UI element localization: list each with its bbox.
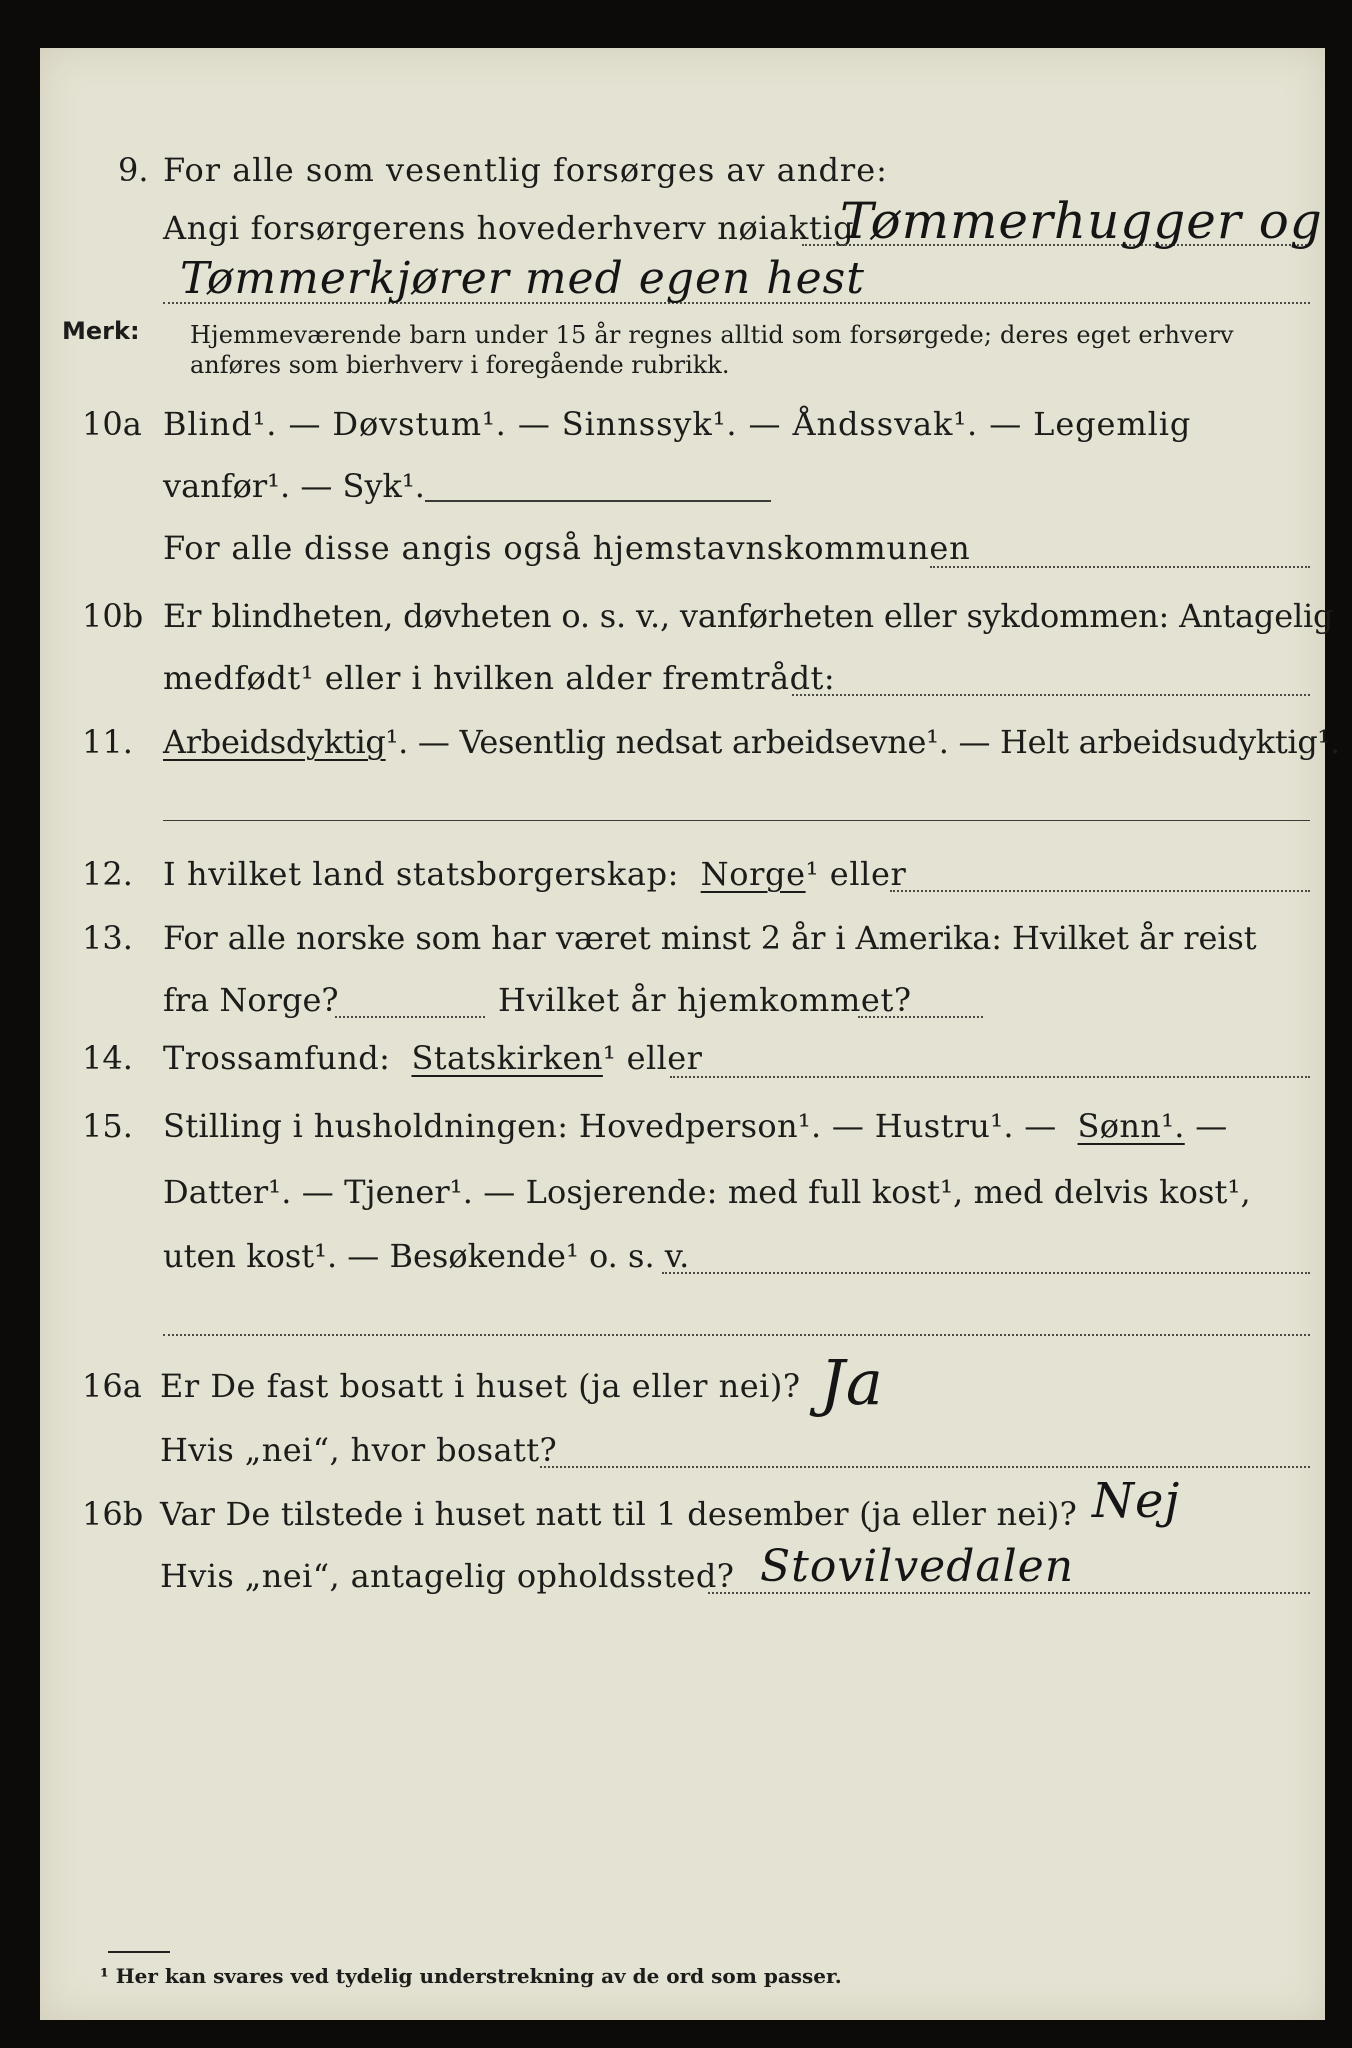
q11-option-arbeidsdyktig: Arbeidsdyktig xyxy=(163,723,386,761)
q9-answer2: Tømmerkjører med egen hest xyxy=(180,253,865,304)
q16b-number: 16b xyxy=(82,1495,144,1533)
q14-post: ¹ eller xyxy=(602,1039,703,1077)
q11-line xyxy=(163,722,1340,762)
q15-line1 xyxy=(163,1106,1228,1146)
q16b-answer2: Stovilvedalen xyxy=(760,1541,1075,1592)
q13-hjemkommet-line xyxy=(858,1016,983,1018)
q12-number: 12. xyxy=(82,855,133,893)
q12-answer-line xyxy=(890,890,1310,892)
q14-number: 14. xyxy=(82,1039,133,1077)
q14-answer-line xyxy=(670,1076,1310,1078)
q13-line2b: Hvilket år hjemkommet? xyxy=(498,981,912,1019)
q15-answer-line1 xyxy=(662,1272,1310,1274)
q10b-line1: Er blindheten, døvheten o. s. v., vanførheten eller sykdommen: Antagelig xyxy=(163,597,1334,635)
q15-option-sonn: Sønn¹. xyxy=(1077,1107,1185,1145)
q10a-line3: For alle disse angis også hjemstavnskommunen xyxy=(163,529,971,567)
q10a-syk-line xyxy=(425,500,771,502)
q14-question: Trossamfund: xyxy=(163,1039,391,1077)
merk-line1: Hjemmeværende barn under 15 år regnes alltid som forsørgede; deres eget erhverv xyxy=(190,321,1234,349)
q13-line1: For alle norske som har været minst 2 år i Amerika: Hvilket år reist xyxy=(163,919,1257,957)
footnote-rule xyxy=(108,1951,170,1953)
footnote: ¹ Her kan svares ved tydelig understrekning av de ord som passer. xyxy=(100,1964,842,1988)
q10b-answer-line xyxy=(792,694,1310,696)
q13-line2a: fra Norge? xyxy=(163,981,339,1019)
q11-answer-line xyxy=(163,820,1310,821)
q16a-line1: Er De fast bosatt i huset (ja eller nei)? xyxy=(160,1367,801,1405)
q16a-answer: Ja xyxy=(820,1346,884,1419)
q10a-line1: Blind¹. — Døvstum¹. — Sinnssyk¹. — Åndssvak¹. — Legemlig xyxy=(163,405,1192,443)
q12-line xyxy=(163,854,906,894)
q15-dash: — xyxy=(1195,1107,1228,1145)
q16b-answer-line xyxy=(708,1592,1310,1594)
merk-line2: anføres som bierhverv i foregående rubrikk. xyxy=(190,351,730,379)
q15-number: 15. xyxy=(82,1107,133,1145)
q10b-number: 10b xyxy=(82,597,144,635)
q10a-hjemstavn-line xyxy=(930,566,1310,568)
q14-line xyxy=(163,1038,702,1078)
q15-line2: Datter¹. — Tjener¹. — Losjerende: med full kost¹, med delvis kost¹, xyxy=(163,1173,1251,1211)
census-form-page xyxy=(40,48,1340,2020)
q12-post: ¹ eller xyxy=(805,855,907,893)
q15-answer-line2 xyxy=(163,1334,1310,1336)
q10a-line2: vanfør¹. — Syk¹. xyxy=(163,467,425,505)
q16a-number: 16a xyxy=(82,1367,142,1405)
q16a-answer-line xyxy=(540,1466,1310,1468)
q10b-line2: medfødt¹ eller i hvilken alder fremtrådt: xyxy=(163,659,836,697)
q16b-answer1: Nej xyxy=(1092,1473,1181,1529)
q15-line1a: Stilling i husholdningen: Hovedperson¹. — Hustru¹. — xyxy=(163,1107,1057,1145)
q9-answer1: Tømmerhugger og xyxy=(840,192,1323,250)
q16a-line2: Hvis „nei“, hvor bosatt? xyxy=(160,1431,558,1469)
q16b-line1: Var De tilstede i huset natt til 1 desember (ja eller nei)? xyxy=(160,1495,1077,1533)
q10a-number: 10a xyxy=(82,405,142,443)
q11-number: 11. xyxy=(82,723,133,761)
q9-number: 9. xyxy=(118,151,149,189)
q14-option-statskirken: Statskirken xyxy=(411,1039,603,1077)
q11-rest: ¹. — Vesentlig nedsat arbeidsevne¹. — Helt arbeidsudyktig¹. xyxy=(385,723,1340,761)
q16b-line2: Hvis „nei“, antagelig opholdssted? xyxy=(160,1557,735,1595)
q9-line1: For alle som vesentlig forsørges av andre: xyxy=(163,151,888,189)
q9-line2: Angi forsørgerens hovederhverv nøiaktig xyxy=(163,209,855,247)
q13-reist-line xyxy=(335,1016,485,1018)
q15-line3: uten kost¹. — Besøkende¹ o. s. v. xyxy=(163,1237,690,1275)
q12-option-norge: Norge xyxy=(700,855,806,893)
q12-question: I hvilket land statsborgerskap: xyxy=(163,855,680,893)
q13-number: 13. xyxy=(82,919,133,957)
merk-label: Merk: xyxy=(62,317,140,345)
